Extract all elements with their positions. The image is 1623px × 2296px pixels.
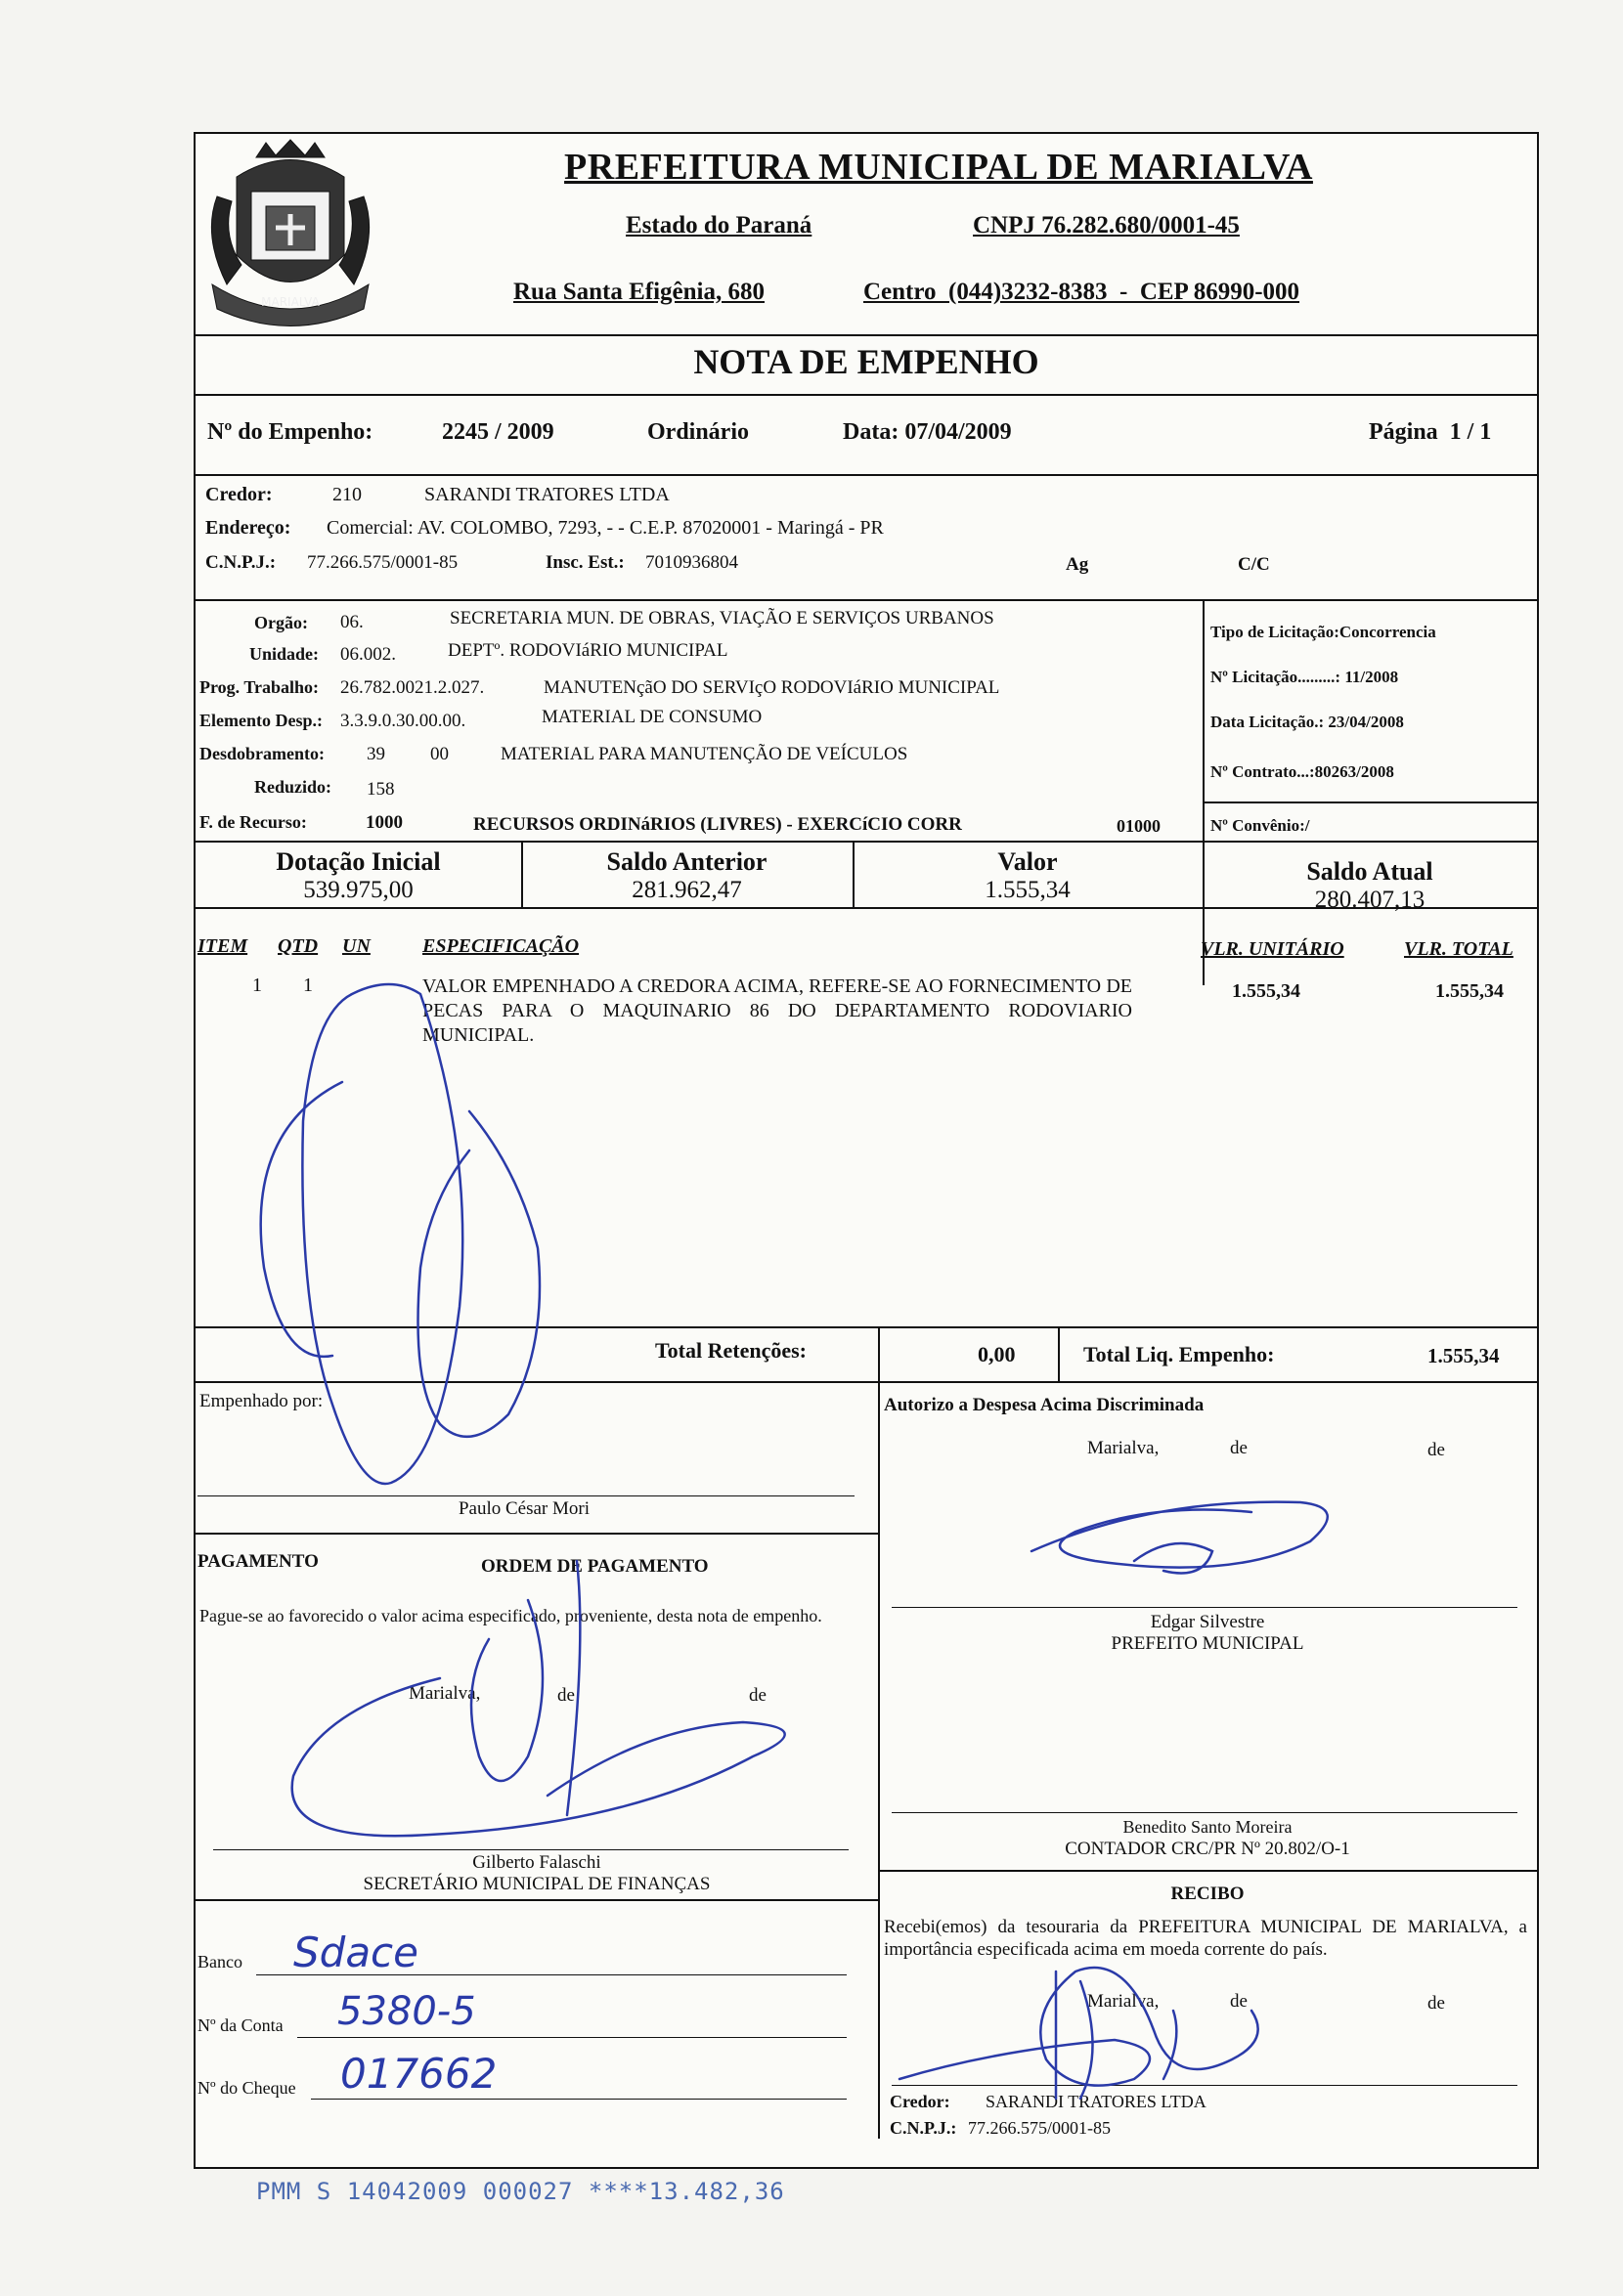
- saldo-atual-value: 280.407,13: [1314, 887, 1426, 913]
- recibo-cnpj-label: C.N.P.J.:: [890, 2118, 957, 2138]
- desdobramento-code: 39: [367, 744, 385, 764]
- page-indicator: Página 1 / 1: [1369, 419, 1492, 445]
- secretario-role: SECRETÁRIO MUNICIPAL DE FINANÇAS: [363, 1874, 711, 1894]
- cashier-stamp: PMM S 14042009 000027 ****13.482,36: [256, 2178, 785, 2205]
- document-title: NOTA DE EMPENHO: [693, 342, 1039, 381]
- empenho-type: Ordinário: [647, 419, 750, 445]
- conta-value: 5380-5: [337, 1989, 476, 2034]
- item-total-value: 1.555,34: [1435, 980, 1504, 1002]
- credor-code: 210: [332, 484, 362, 505]
- elemento-code: 3.3.9.0.30.00.00.: [340, 711, 466, 731]
- banco-value: Sdace: [293, 1928, 418, 1976]
- prefeito-role: PREFEITO MUNICIPAL: [1111, 1633, 1304, 1654]
- desdobramento-name: MATERIAL PARA MANUTENÇÃO DE VEÍCULOS: [501, 744, 908, 764]
- autorizo-de-1: de: [1230, 1438, 1248, 1458]
- prog-code: 26.782.0021.2.027.: [340, 677, 485, 698]
- orgao-label: Orgão:: [254, 613, 308, 632]
- municipality-address: Rua Santa Efigênia, 680: [513, 279, 765, 305]
- reduzido-label: Reduzido:: [254, 777, 332, 797]
- fonte-recurso-suffix: 01000: [1117, 816, 1161, 836]
- credor-cnpj: 77.266.575/0001-85: [307, 552, 459, 573]
- cc-label: C/C: [1238, 554, 1270, 575]
- liquid-value: 1.555,34: [1427, 1344, 1500, 1367]
- col-unit-header: VLR. UNITÁRIO: [1201, 938, 1344, 960]
- prog-label: Prog. Trabalho:: [199, 677, 320, 697]
- recibo-cnpj: 77.266.575/0001-85: [968, 2118, 1111, 2138]
- item-specification: VALOR EMPENHADO A CREDORA ACIMA, REFERE-SE AO FORNECIMENTO DE PECAS PARA O MAQUINARIO 86 DO DEPARTAMENTO RODOVIARIO MUNICIPAL.: [422, 975, 1132, 1046]
- credor-address: Comercial: AV. COLOMBO, 7293, - - C.E.P. 87020001 - Maringá - PR: [327, 517, 884, 539]
- signature-empenhado-tail: [418, 1111, 541, 1437]
- insc-label: Insc. Est.:: [546, 552, 625, 573]
- conta-label: Nº da Conta: [197, 2015, 284, 2035]
- crest-banner-text: MARIALVA: [261, 295, 320, 309]
- col-total-header: VLR. TOTAL: [1404, 938, 1513, 960]
- contador-role: CONTADOR CRC/PR Nº 20.802/O-1: [1065, 1839, 1350, 1859]
- empenhado-label: Empenhado por:: [199, 1391, 324, 1411]
- municipality-cnpj: CNPJ 76.282.680/0001-45: [973, 212, 1240, 238]
- contador-signer: Benedito Santo Moreira: [1122, 1817, 1293, 1837]
- pagamento-text: Pague-se ao favorecido o valor acima especificado, proveniente, desta nota de empenho.: [199, 1606, 822, 1625]
- valor-value: 1.555,34: [985, 877, 1071, 903]
- pagamento-de-1: de: [557, 1685, 575, 1706]
- contrato-number: Nº Contrato...:80263/2008: [1210, 762, 1394, 781]
- elemento-label: Elemento Desp.:: [199, 711, 323, 730]
- desdobramento-sub: 00: [430, 744, 449, 764]
- credor-name: SARANDI TRATORES LTDA: [424, 484, 670, 505]
- empenho-number: 2245 / 2009: [442, 419, 554, 445]
- empenhado-signer: Paulo César Mori: [458, 1498, 591, 1519]
- cheque-label: Nº do Cheque: [197, 2078, 296, 2098]
- recibo-de-1: de: [1230, 1991, 1248, 2012]
- address-label: Endereço:: [205, 517, 291, 539]
- signature-empenhado-loop: [261, 1082, 342, 1357]
- unidade-code: 06.002.: [340, 644, 396, 665]
- ag-label: Ag: [1066, 554, 1089, 575]
- autorizo-de-2: de: [1427, 1440, 1445, 1460]
- elemento-name: MATERIAL DE CONSUMO: [542, 707, 763, 727]
- saldo-anterior-value: 281.962,47: [632, 877, 742, 903]
- retencoes-label: Total Retenções:: [655, 1338, 807, 1363]
- fonte-recurso-code: 1000: [366, 812, 403, 833]
- signature-secretario-stroke: [292, 1678, 785, 1836]
- dotacao-label: Dotação Inicial: [276, 847, 441, 876]
- autorizo-city: Marialva,: [1087, 1438, 1160, 1458]
- signature-credor-loop: [1056, 1971, 1176, 2099]
- signature-strokes: [196, 134, 1537, 2167]
- credor-cnpj-label: C.N.P.J.:: [205, 552, 277, 573]
- retencoes-value: 0,00: [978, 1342, 1016, 1366]
- col-item-header: ITEM: [197, 935, 248, 957]
- recibo-city: Marialva,: [1087, 1991, 1160, 2012]
- ordem-pagamento-label: ORDEM DE PAGAMENTO: [481, 1556, 709, 1577]
- fonte-recurso-name: RECURSOS ORDINáRIOS (LIVRES) - EXERCíCIO CORR: [473, 814, 962, 835]
- prefeito-signer: Edgar Silvestre: [1150, 1612, 1265, 1632]
- signature-secretario-loop: [471, 1600, 543, 1781]
- dotacao-value: 539.975,00: [303, 877, 414, 903]
- signature-empenhado-stroke: [302, 984, 462, 1484]
- municipality-title: PREFEITURA MUNICIPAL DE MARIALVA: [564, 147, 1313, 188]
- signature-credor-stroke: [899, 1968, 1258, 2086]
- col-spec-header: ESPECIFICAÇÃO: [422, 935, 580, 957]
- orgao-code: 06.: [340, 612, 364, 632]
- licitacao-tipo: Tipo de Licitação:Concorrencia: [1210, 623, 1436, 641]
- valor-label: Valor: [997, 847, 1058, 876]
- cheque-value: 017662: [340, 2050, 498, 2098]
- pagamento-city: Marialva,: [409, 1683, 481, 1704]
- empenho-date: Data: 07/04/2009: [843, 419, 1012, 445]
- nota-de-empenho-document: [194, 132, 1539, 2169]
- recibo-credor-label: Credor:: [890, 2092, 950, 2111]
- state-label: Estado do Paraná: [626, 212, 812, 238]
- banco-label: Banco: [197, 1952, 242, 1971]
- liquid-label: Total Liq. Empenho:: [1083, 1342, 1275, 1366]
- item-unit-value: 1.555,34: [1232, 980, 1300, 1002]
- pagamento-de-2: de: [749, 1685, 767, 1706]
- col-un-header: UN: [342, 935, 371, 957]
- signature-prefeito-loop: [1134, 1543, 1212, 1574]
- credor-label: Credor:: [205, 484, 273, 505]
- recibo-de-2: de: [1427, 1993, 1445, 2014]
- insc-value: 7010936804: [645, 552, 738, 573]
- unidade-name: DEPTº. RODOVIáRIO MUNICIPAL: [448, 640, 728, 661]
- empenho-number-label: Nº do Empenho:: [207, 419, 373, 445]
- recibo-text: Recebi(emos) da tesouraria da PREFEITURA MUNICIPAL DE MARIALVA, a importância especificada acima em moeda corrente do país.: [884, 1917, 1527, 1960]
- licitacao-data: Data Licitação.: 23/04/2008: [1210, 713, 1404, 731]
- prog-name: MANUTENçãO DO SERVIçO RODOVIáRIO MUNICIPAL: [544, 677, 1000, 698]
- orgao-name: SECRETARIA MUN. DE OBRAS, VIAÇÃO E SERVIÇOS URBANOS: [450, 608, 994, 628]
- unidade-label: Unidade:: [249, 644, 320, 664]
- item-qtd: 1: [303, 975, 313, 996]
- recibo-title: RECIBO: [1170, 1884, 1245, 1904]
- licitacao-numero: Nº Licitação.........: 11/2008: [1210, 668, 1399, 686]
- saldo-atual-label: Saldo Atual: [1306, 857, 1433, 886]
- convenio-number: Nº Convênio:/: [1210, 816, 1310, 835]
- saldo-anterior-label: Saldo Anterior: [606, 847, 768, 876]
- pagamento-label: PAGAMENTO: [197, 1551, 319, 1572]
- desdobramento-label: Desdobramento:: [199, 744, 325, 763]
- signature-prefeito-stroke: [1031, 1502, 1328, 1568]
- fonte-recurso-label: F. de Recurso:: [199, 812, 307, 832]
- secretario-signer: Gilberto Falaschi: [472, 1852, 601, 1873]
- municipality-phone-cep: Centro (044)3232-8383 - CEP 86990-000: [863, 279, 1300, 305]
- recibo-credor-name: SARANDI TRATORES LTDA: [986, 2092, 1206, 2111]
- col-qtd-header: QTD: [278, 935, 319, 957]
- autorizo-label: Autorizo a Despesa Acima Discriminada: [884, 1395, 1205, 1415]
- reduzido-code: 158: [367, 779, 395, 800]
- item-number: 1: [252, 975, 262, 996]
